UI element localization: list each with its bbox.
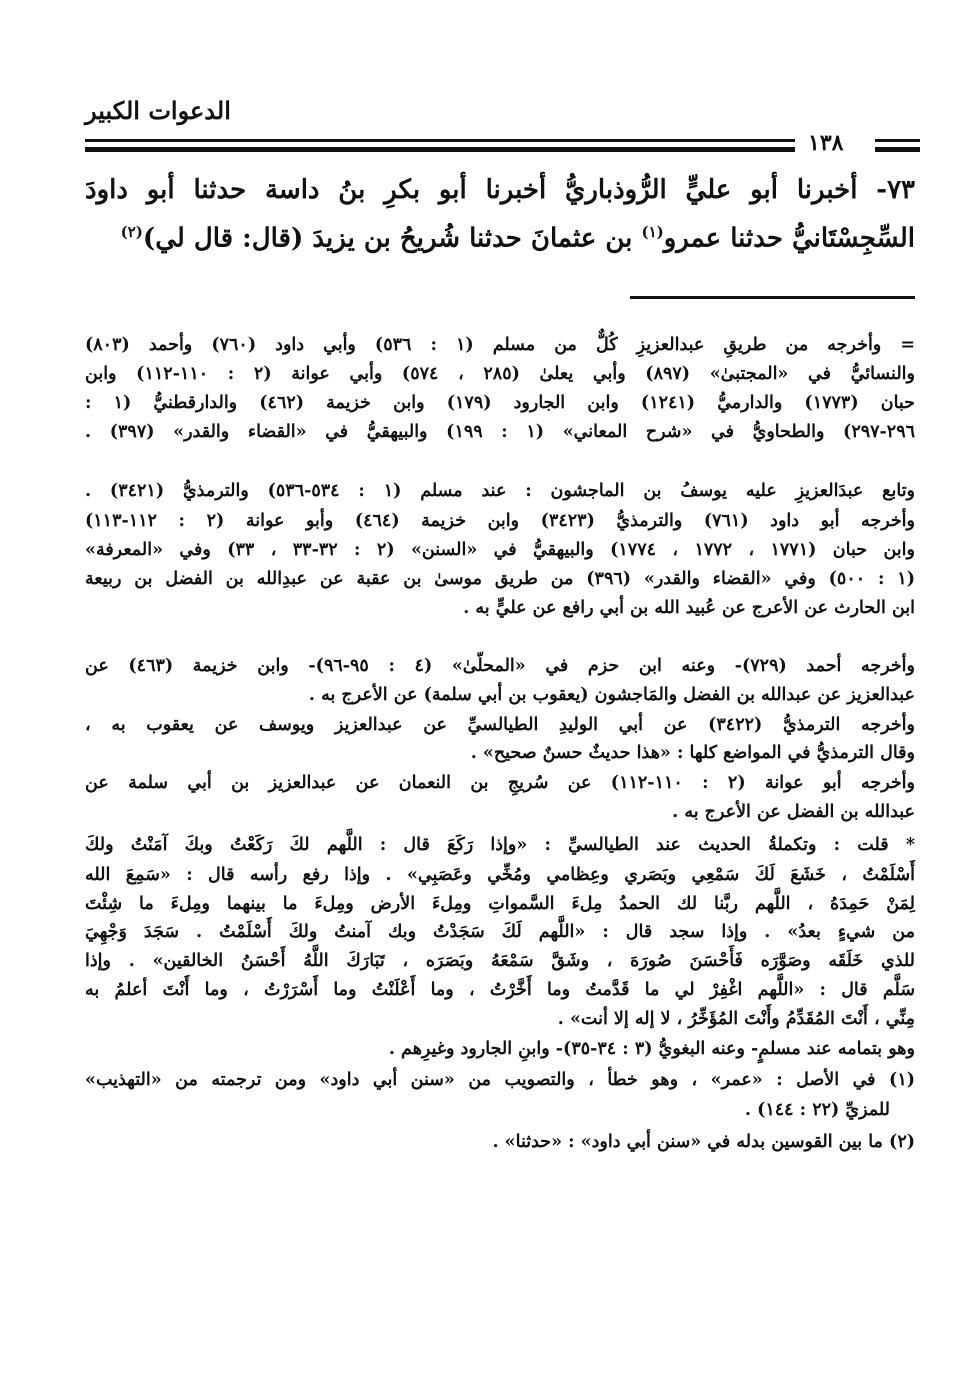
note-line: أَسْلَمْتُ ، خَشَعَ لَكَ سَمْعِي وبَصَري وعِظامي ومُخِّي وعَصَبِي» . وإذا رفع رأسه قال : «سَمِعَ الله xyxy=(85,865,915,885)
running-header-title: الدعوات الكبير xyxy=(85,96,231,125)
note-line: (١ : ٥٠٠) وفي «القضاء والقدر» (٣٩٦) من طريق موسىٰ بن عقبة عن عبدِالله بن الفضل بن ربيعة xyxy=(85,569,915,589)
hadith-line-2 xyxy=(85,214,915,254)
note-line: وابن حبان (١٧٧١ ، ١٧٧٢ ، ١٧٧٤) والبيهقيُّ في «السنن» (٢ : ٣٢-٣٣ ، ٣٣) وفي «المعرفة» xyxy=(85,540,915,560)
footnote-separator xyxy=(630,296,915,299)
note-line: والنسائيُّ في «المجتبىٰ» (٨٩٧) وأبي يعلىٰ (٢٨٥ ، ٥٧٤) وأبي عوانة (٢ : ١١٠-١١٢) وابن xyxy=(85,364,915,384)
hadith-line-2-part-b: بن عثمانَ حدثنا شُريحُ بن يزيدَ (قال: قال لي) xyxy=(142,223,642,254)
note-line: من شيءٍ بعدُ» . وإذا سجد قال : «اللَّهم لَكَ سَجَدْتُ وبك آمنتُ ولكَ أَسْلَمْتُ . سَجَدَ وَجْهِيَ xyxy=(85,922,915,942)
note-line: لِمَنْ حَمِدَهُ ، اللَّهم ربَّنا لك الحمدُ مِلءَ السَّمواتِ ومِلءَ الأرض ومِلءَ ما بينهما ومِلءَ ما شِئْتَ xyxy=(85,894,915,914)
footnote-1-line: للمزيِّ (٢٢ : ١٤٤) . xyxy=(744,1100,890,1120)
footnote-marker-2: (٢) xyxy=(120,223,143,241)
header-rule-left-top xyxy=(85,139,795,142)
page-number: ١٣٨ xyxy=(808,130,844,156)
footnote-2-line: (٢) ما بين القوسين بدله في «سنن أبي داود» : «حدثنا» . xyxy=(492,1132,915,1152)
hadith-line-1: ٧٣- أخبرنا أبو عليٍّ الرُّوذباريُّ أخبرنا أبو بكرِ بنُ داسة حدثنا أبو داودَ xyxy=(85,175,915,205)
note-line: ابن الحارث عن الأعرج عن عُبيد الله بن أبي رافع عن عليٍّ به . xyxy=(463,598,915,618)
note-line: سَلَّم قال : «اللَّهم اغْفِرْ لي ما قَدَّمتُ وما أَخَّرْتُ ، وما أَعْلَنْتُ وما أَسْرَرْتُ ، وما أَنْتَ أعلمُ به xyxy=(85,980,915,1000)
note-line: حبان (١٧٧٣) والدارميُّ (١٢٤١) وابن الجارود (١٧٩) وابن خزيمة (٤٦٢) والدارقطنيُّ (١ : xyxy=(85,393,915,413)
header-rule-right-bottom xyxy=(875,147,920,152)
footnote-marker-1: (١) xyxy=(641,223,664,241)
note-line: * قلت : وتكملةُ الحديث عند الطيالسيِّ : «وإذا رَكَعَ قال : اللَّهم لكَ رَكَعْتُ وبكَ آمَنْتُ ولكَ xyxy=(85,835,915,855)
note-line: عبدالله بن الفضل عن الأعرج به . xyxy=(672,802,915,822)
header-rule-left-bottom xyxy=(85,147,795,152)
hadith-line-2-part-a: السِّجِسْتَانيُّ حدثنا عمرو xyxy=(663,223,915,254)
note-line: وهو بتمامه عند مسلمٍ- وعنه البغويُّ (٣ : ٣٤-٣٥)- وابنِ الجارود وغيرِهم . xyxy=(388,1039,915,1059)
note-line: وأخرجه أبو عوانة (٢ : ١١٠-١١٢) عن سُريجِ بن النعمان عن عبدالعزيز بن أبي سلمة عن xyxy=(85,773,915,793)
note-line: للذي خَلَقَه وصَوَّرَه فَأَحْسَنَ صُورَهَ ، وشَقَّ سَمْعَهُ وبَصَرَه ، تَبَارَكَ اللَّهُ أَحْسَنُ الخالقين» . وإذا xyxy=(85,951,915,971)
note-line: = وأخرجه من طريقِ عبدالعزيزِ كُلٌّ من مسلم (١ : ٥٣٦) وأبي داود (٧٦٠) وأحمد (٨٠٣) xyxy=(85,335,915,355)
note-line: وأخرجه أحمد (٧٢٩)- وعنه ابن حزم في «المحلّىٰ» (٤ : ٩٥-٩٦)- وابن خزيمة (٤٦٣) عن xyxy=(85,656,915,676)
note-line: ٢٩٦-٢٩٧) والطحاويُّ في «شرح المعاني» (١ : ١٩٩) والبيهقيُّ في «القضاء والقدر» (٣٩٧) . xyxy=(85,422,915,442)
header-rule-right-top xyxy=(875,139,920,142)
note-line: وأخرجه أبو داود (٧٦١) والترمذيُّ (٣٤٢٣) وابن خزيمة (٤٦٤) وأبو عوانة (٢ : ١١٢-١١٣) xyxy=(85,511,915,531)
note-line: مِنِّي ، أَنْتَ المُقَدِّمُ وأَنْتَ المُؤَخِّرُ ، لا إله إلا أنت» . xyxy=(557,1009,915,1029)
note-line: عبدالعزيز عن عبدالله بن الفضل والمَاجشون (يعقوب بن أبي سلمة) عن الأعرج به . xyxy=(308,685,915,705)
footnote-1-line: (١) في الأصل : «عمر» ، وهو خطأ ، والتصويب من «سنن أبي داود» ومن ترجمته من «التهذيب» xyxy=(85,1070,915,1090)
note-line: وتابع عبدَالعزيزِ عليه يوسفُ بن الماجشون : عند مسلم (١ : ٥٣٤-٥٣٦) والترمذيُّ (٣٤٢١) . xyxy=(85,481,916,501)
note-line: وأخرجه الترمذيُّ (٣٤٢٢) عن أبي الوليدِ الطيالسيِّ عن عبدالعزيز ويوسف عن يعقوب به ، xyxy=(85,715,915,735)
note-line: وقال الترمذيُّ في المواضع كلها : «هذا حديثٌ حسنٌ صحيح» . xyxy=(470,743,915,763)
